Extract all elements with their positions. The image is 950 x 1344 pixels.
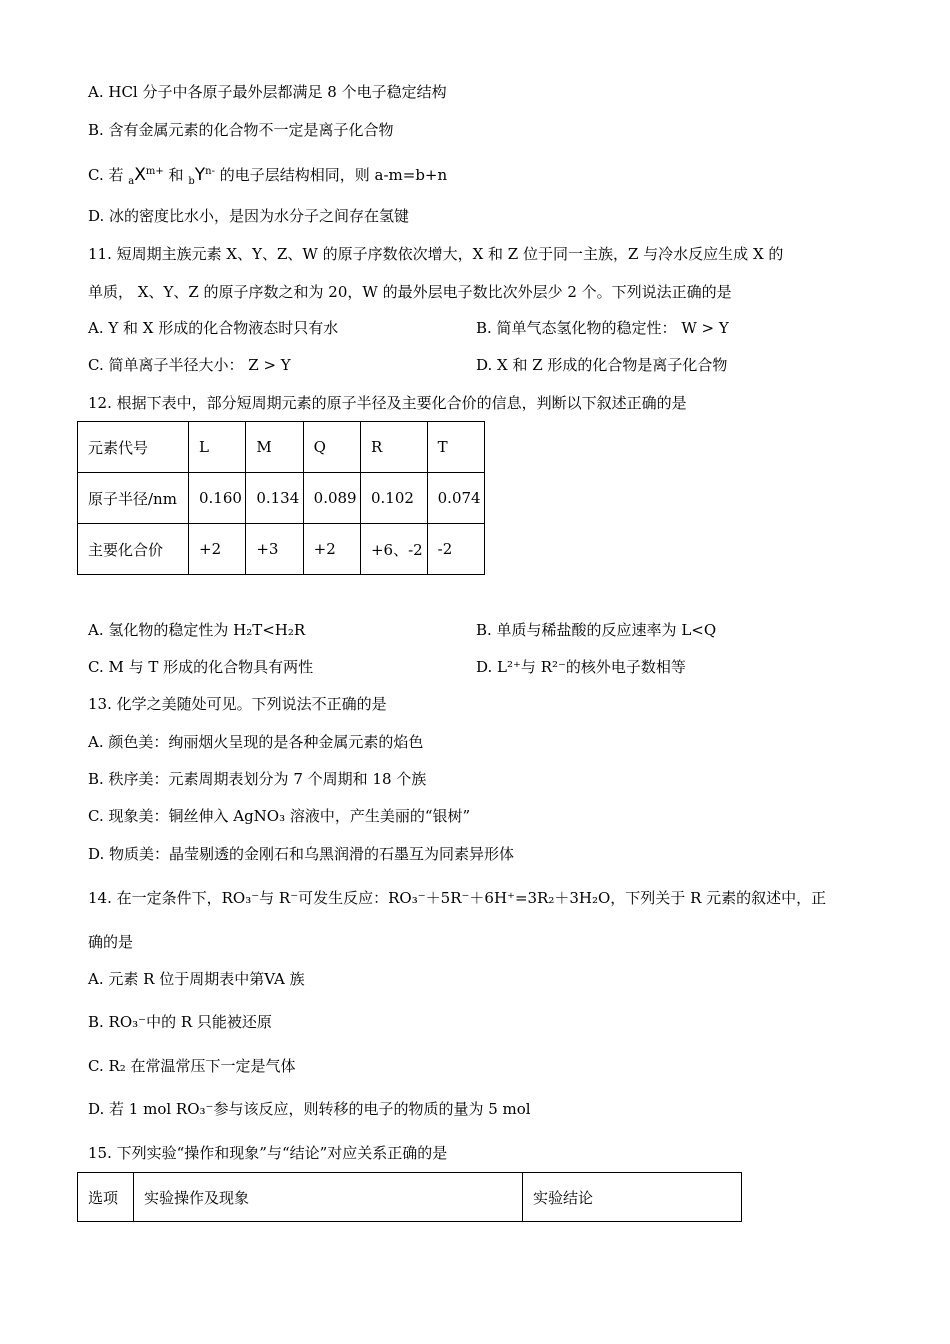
table-row [78,422,485,473]
table-row [78,1173,742,1222]
q14-option-c: C. R₂ 在常温常压下一定是气体 [88,1057,296,1075]
table-header-cell: 实验结论 [523,1173,742,1222]
q14-stem-line1: 14. 在一定条件下，RO₃⁻与 R⁻可发生反应：RO₃⁻＋5R⁻＋6H⁺=3R₂＋3H₂O，下列关于 R 元素的叙述中，正 [88,889,827,907]
table-cell: Q [303,422,360,473]
q10-c-prefix: C. 若 [88,166,124,184]
q13-stem: 13. 化学之美随处可见。下列说法不正确的是 [88,695,387,713]
table-cell: 0.160 [189,473,246,524]
q12-stem: 12. 根据下表中，部分短周期元素的原子半径及主要化合价的信息，判断以下叙述正确的是 [88,394,687,412]
q11-stem-line1: 11. 短周期主族元素 X、Y、Z、W 的原子序数依次增大，X 和 Z 位于同一主族，Z 与冷水反应生成 X 的 [88,245,784,263]
table-cell: +3 [246,524,303,575]
table-cell: 0.074 [427,473,484,524]
q15-stem: 15. 下列实验“操作和现象”与“结论”对应关系正确的是 [88,1144,448,1162]
table-cell: 0.102 [360,473,427,524]
q12-option-a: A. 氢化物的稳定性为 H₂T<H₂R [88,621,306,639]
q11-option-a: A. Y 和 X 形成的化合物液态时只有水 [88,319,339,337]
q14-stem-line2: 确的是 [88,933,134,951]
table-row [78,524,485,575]
q14-option-b: B. RO₃⁻中的 R 只能被还原 [88,1013,272,1031]
table-cell: 0.134 [246,473,303,524]
q11-option-d: D. X 和 Z 形成的化合物是离子化合物 [476,356,728,374]
table-cell: +2 [303,524,360,575]
table-cell: 0.089 [303,473,360,524]
q10-c-and: 和 [168,166,184,184]
q15-experiment-table [77,1172,742,1222]
q11-option-b: B. 简单气态氢化物的稳定性： W > Y [476,319,729,337]
q14-option-d: D. 若 1 mol RO₃⁻参与该反应，则转移的电子的物质的量为 5 mol [88,1100,531,1118]
q10-option-a: A. HCl 分子中各原子最外层都满足 8 个电子稳定结构 [88,83,447,101]
q13-option-b: B. 秩序美：元素周期表划分为 7 个周期和 18 个族 [88,770,427,788]
table-row [78,473,485,524]
q12-option-b: B. 单质与稀盐酸的反应速率为 L<Q [476,621,717,639]
q11-option-c: C. 简单离子半径大小： Z > Y [88,356,291,374]
table-header-cell: 实验操作及现象 [134,1173,523,1222]
q13-option-a: A. 颜色美：绚丽烟火呈现的是各种金属元素的焰色 [88,733,424,751]
table-cell: L [189,422,246,473]
q12-option-d: D. L²⁺与 R²⁻的核外电子数相等 [476,658,686,676]
table-cell: 元素代号 [78,422,189,473]
q10-option-b: B. 含有金属元素的化合物不一定是离子化合物 [88,121,394,139]
q10-option-d: D. 冰的密度比水小，是因为水分子之间存在氢键 [88,207,410,225]
table-cell: -2 [427,524,484,575]
q10-c-suffix: 的电子层结构相同，则 a-m=b+n [219,166,448,184]
table-cell: R [360,422,427,473]
q11-stem-line2: 单质， X、Y、Z 的原子序数之和为 20，W 的最外层电子数比次外层少 2 个。下列说法正确的是 [88,283,732,301]
table-cell: 主要化合价 [78,524,189,575]
q12-option-c: C. M 与 T 形成的化合物具有两性 [88,658,314,676]
table-cell: 原子半径/nm [78,473,189,524]
table-cell: T [427,422,484,473]
table-cell: +2 [189,524,246,575]
q13-option-c: C. 现象美：铜丝伸入 AgNO₃ 溶液中，产生美丽的“银树” [88,807,471,825]
q10-option-c: C. 若 $_aX^{m+}$ 和 $_bY^{n-}$ 的电子层结构相同，则 a-m=b+n [88,165,448,187]
table-header-cell: 选项 [78,1173,134,1222]
q12-element-table [77,421,485,575]
table-cell: +6、-2 [360,524,427,575]
q14-option-a: A. 元素 R 位于周期表中第VA 族 [88,970,305,988]
table-cell: M [246,422,303,473]
q13-option-d: D. 物质美：晶莹剔透的金刚石和乌黑润滑的石墨互为同素异形体 [88,845,515,863]
